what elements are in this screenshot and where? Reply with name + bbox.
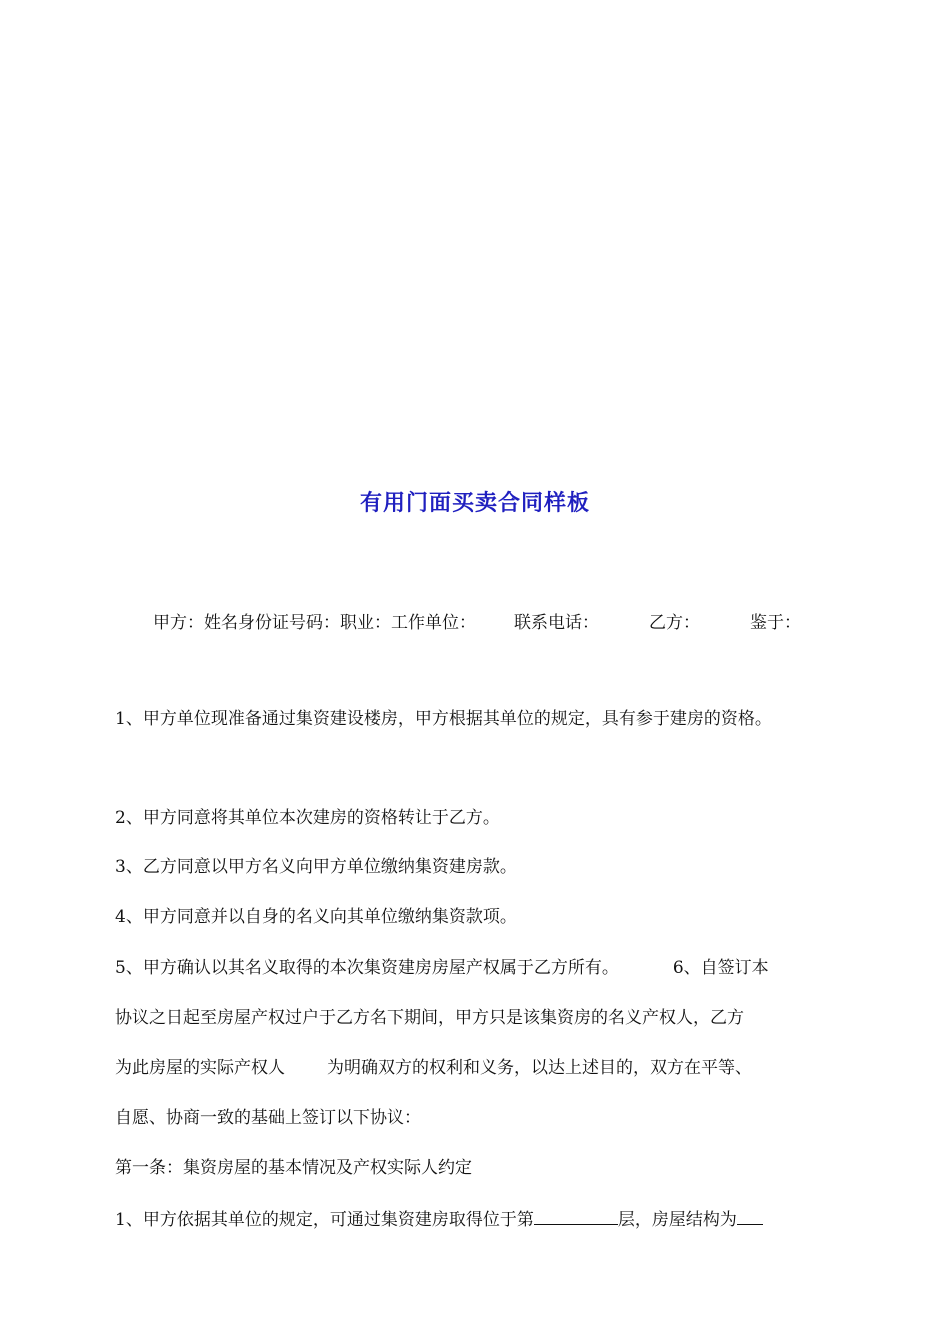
phone-label: 联系电话： <box>514 613 599 633</box>
clause-line-2: 2、甲方同意将其单位本次建房的资格转让于乙方。 <box>115 808 500 828</box>
clause-6-end-line <box>115 1056 752 1080</box>
article-1-clause-1 <box>115 1207 763 1232</box>
purpose-text: 为明确双方的权利和义务，以达上述目的，双方在平等、 <box>327 1058 752 1078</box>
clause-6-start: 6、自签订本 <box>672 958 769 978</box>
article-1-heading: 第一条：集资房屋的基本情况及产权实际人约定 <box>115 1158 472 1178</box>
party-b-label: 乙方： <box>649 613 700 633</box>
party-a-fields: 甲方：姓名身份证号码：职业：工作单位： <box>153 613 476 633</box>
floor-blank[interactable] <box>534 1207 618 1225</box>
clause-line-1: 1、甲方单位现准备通过集资建设楼房，甲方根据其单位的规定，具有参于建房的资格。 <box>115 709 772 729</box>
clause-line-5 <box>115 956 769 980</box>
purpose-continued: 自愿、协商一致的基础上签订以下协议： <box>115 1108 421 1128</box>
clause-line-3: 3、乙方同意以甲方名义向甲方单位缴纳集资建房款。 <box>115 857 517 877</box>
parties-line <box>153 608 801 633</box>
article-1-clause-1-text: 1、甲方依据其单位的规定，可通过集资建房取得位于第 <box>115 1210 534 1230</box>
clause-6-continued: 协议之日起至房屋产权过户于乙方名下期间，甲方只是该集资房的名义产权人，乙方 <box>115 1008 744 1028</box>
clause-5-text: 5、甲方确认以其名义取得的本次集资建房房屋产权属于乙方所有。 <box>115 958 619 978</box>
structure-blank[interactable] <box>737 1207 763 1225</box>
document-title: 有用门面买卖合同样板 <box>359 491 590 516</box>
clause-line-4: 4、甲方同意并以自身的名义向其单位缴纳集资款项。 <box>115 907 517 927</box>
whereas-label: 鉴于： <box>750 613 801 633</box>
structure-text: 层，房屋结构为 <box>617 1210 737 1230</box>
actual-owner-text: 为此房屋的实际产权人 <box>115 1058 285 1078</box>
